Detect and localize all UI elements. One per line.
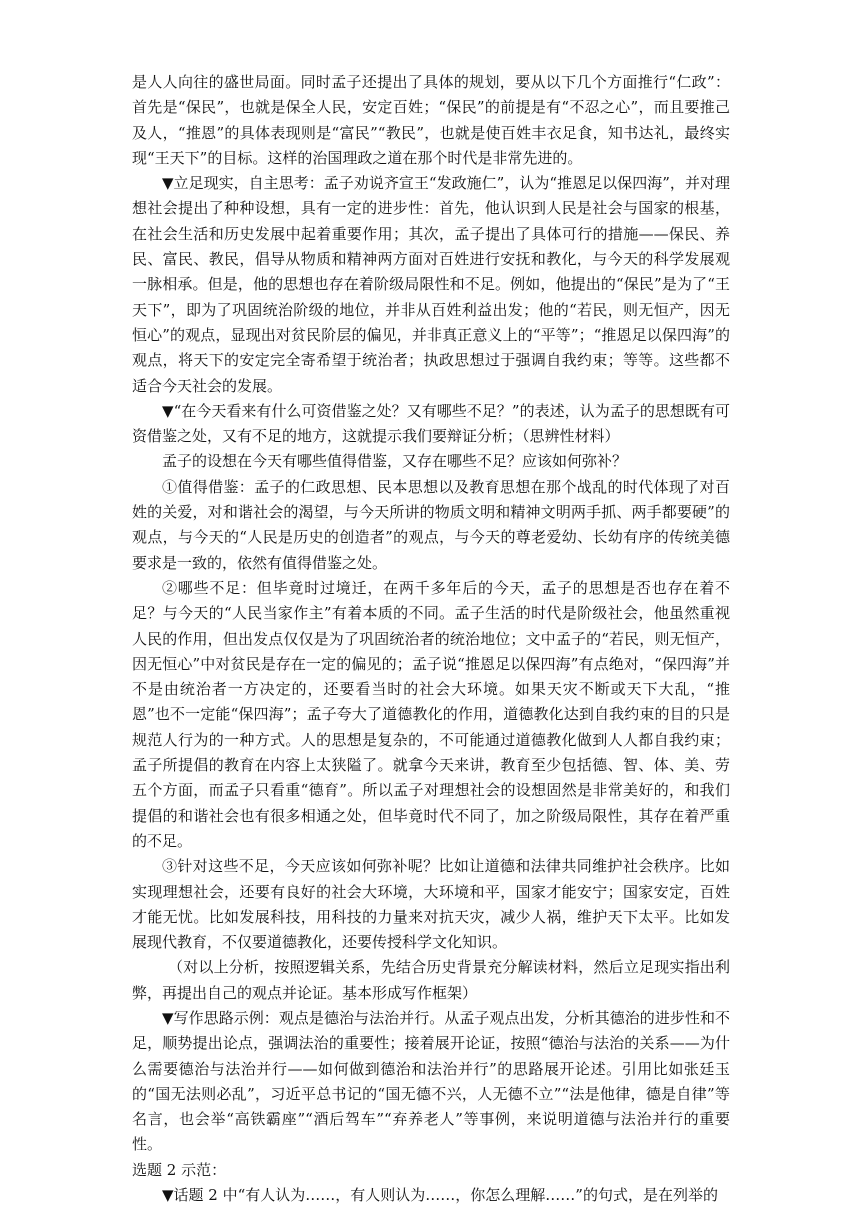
document-page [132,70,730,1208]
paragraph-question: 孟子的设想在今天有哪些值得借鉴，又存在哪些不足？应该如何弥补？ [162,452,628,471]
paragraph-writing-example: ▼写作思路示例：观点是德治与法治并行。从孟子观点出发，分析其德治的进步性和不足，顺势提出论点，强调法治的重要性；接着展开论证，按照“德治与法治的关系——为什么需要德治与法治并行——如何做到德治和法治并行”的思路展开论述。引用比如张廷玉的“国无法则必乱”，习近平总书记的“国无德不兴，人无德不立”“法是他律，德是自律”等名言，也会举“高铁霸座”“酒后驾车”“弃养老人”等事例，来说明道德与法治并行的重要性。 [132,1008,730,1154]
paragraph-analysis-note: （对以上分析，按照逻辑关系，先结合历史背景充分解读材料，然后立足现实指出利弊，再提出自己的观点并论证。基本形成写作框架） [132,958,730,1002]
paragraph-reality-thinking: ▼立足现实，自主思考：孟子劝说齐宣王“发政施仁”，认为“推恩足以保四海”，并对理想社会提出了种种设想，具有一定的进步性：首先，他认识到人民是社会与国家的根基，在社会生活和历史发展中起着重要作用；其次，孟子提出了具体可行的措施——保民、养民、富民、教民，倡导从物质和精神两方面对百姓进行安抚和教化，与今天的科学发展观一脉相承。但是，他的思想也存在着阶级局限性和不足。例如，他提出的“保民”是为了“王天下”，即为了巩固统治阶级的地位，并非从百姓利益出发；他的“若民，则无恒产，因无恒心”的观点，显现出对贫民阶层的偏见，并非真正意义上的“平等”；“推恩足以保四海”的观点，将天下的安定完全寄希望于统治者；执政思想过于强调自我约束；等等。这些都不适合今天社会的发展。 [132,174,730,395]
paragraph-topic-2-intro: ▼话题 2 中“有人认为……，有人则认为……，你怎么理解……”的句式，是在列举的 [162,1186,718,1205]
paragraph-renzheng-plan: 是人人向往的盛世局面。同时孟子还提出了具体的规划，要从以下几个方面推行“仁政”：首先是“保民”，也就是保全人民，安定百姓；“保民”的前提是有“不忍之心”，而且要推己及人，“推恩”的具体表现则是“富民”“教民”，也就是使百姓丰衣足食，知书达礼，最终实现“王天下”的目标。这样的治国理政之道在那个时代是非常先进的。 [132,73,730,167]
paragraph-dialectic-hint: ▼“在今天看来有什么可资借鉴之处？又有哪些不足？”的表述，认为孟子的思想既有可资借鉴之处，又有不足的地方，这就提示我们要辩证分析；（思辨性材料） [132,401,730,446]
paragraph-point-2: ②哪些不足：但毕竟时过境迁，在两千多年后的今天，孟子的思想是否也存在着不足？与今天的“人民当家作主”有着本质的不同。孟子生活的时代是阶级社会，他虽然重视人民的作用，但出发点仅仅是为了巩固统治者的统治地位；文中孟子的“若民，则无恒产，因无恒心”中对贫民是存在一定的偏见的；孟子说“推恩足以保四海”有点绝对，“保四海”并不是由统治者一方决定的，还要看当时的社会大环境。如果天灾不断或天下大乱，“推恩”也不一定能“保四海”；孟子夸大了道德教化的作用，道德教化达到自我约束的目的只是规范人行为的一种方式。人的思想是复杂的，不可能通过道德教化做到人人都自我约束；孟子所提倡的教育在内容上太狭隘了。就拿今天来讲，教育至少包括德、智、体、美、劳五个方面，而孟子只看重“德育”。所以孟子对理想社会的设想固然是非常美好的，和我们提倡的和谐社会也有很多相通之处，但毕竟时代不同了，加之阶级局限性，其存在着严重的不足。 [132,578,730,850]
paragraph-topic-2-heading: 选题 2 示范： [132,1160,227,1179]
paragraph-point-1: ①值得借鉴：孟子的仁政思想、民本思想以及教育思想在那个战乱的时代体现了对百姓的关爱，对和谐社会的渴望，与今天所讲的物质文明和精神文明两手抓、两手都要硬”的观点，与今天的“人民是历史的创造者”的观点，与今天的尊老爱幼、长幼有序的传统美德要求是一致的，依然有值得借鉴之处。 [132,477,730,572]
paragraph-point-3: ③针对这些不足，今天应该如何弥补呢？比如让道德和法律共同维护社会秩序。比如实现理想社会，还要有良好的社会大环境，大环境和平，国家才能安宁；国家安定，百姓才能无忧。比如发展科技，用科技的力量来对抗天灾，减少人祸，维护天下太平。比如发展现代教育，不仅要道德教化，还要传授科学文化知识。 [132,857,730,952]
